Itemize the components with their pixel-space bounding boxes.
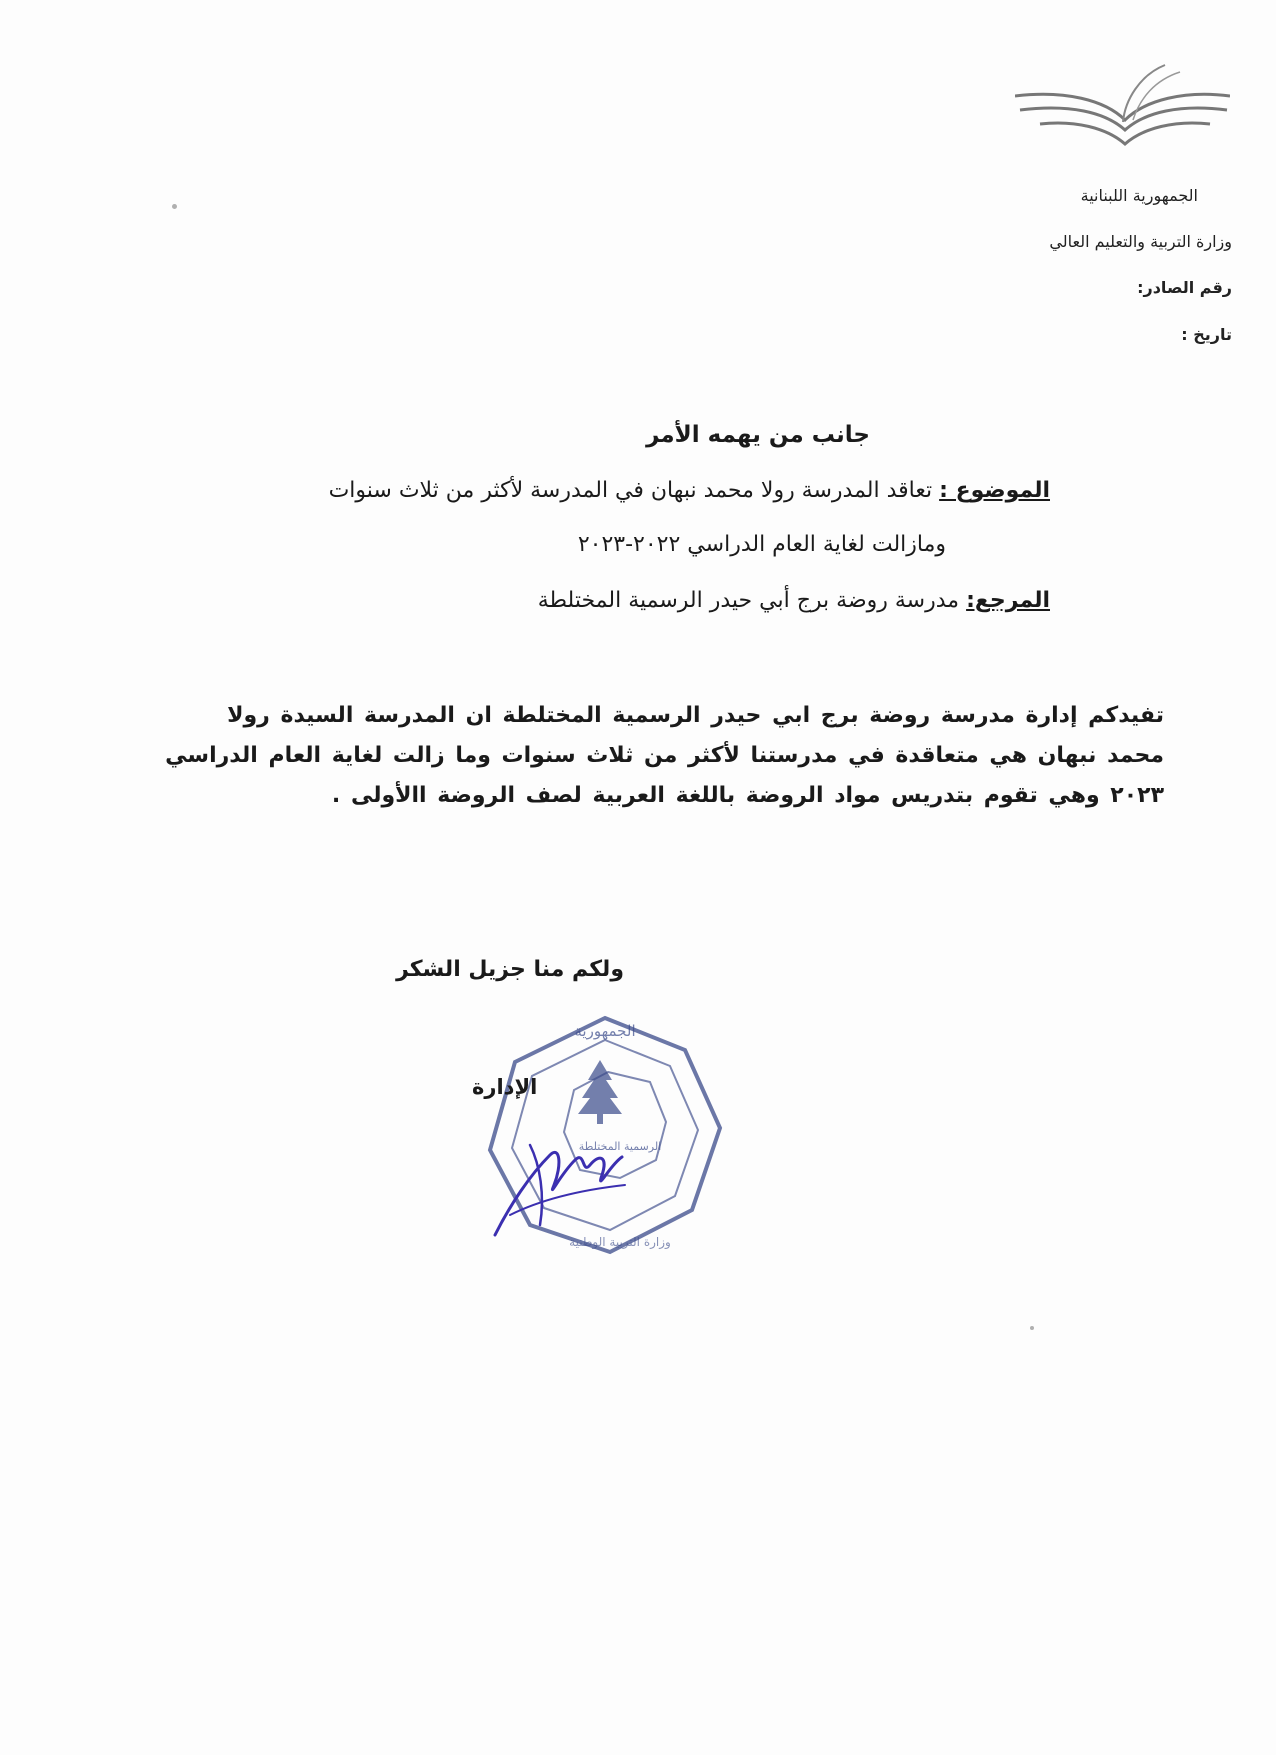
- body-line-3: ٢٠٢٣ وهي تقوم بتدريس مواد الروضة باللغة العربية لصف الروضة االأولى .: [331, 783, 1164, 808]
- svg-text:الرسمية المختلطة: الرسمية المختلطة: [578, 1140, 662, 1153]
- body-paragraph: [164, 696, 1164, 816]
- body-line-1: تفيدكم إدارة مدرسة روضة برج ابي حيدر الرسمية المختلطة ان المدرسة السيدة رولا: [227, 703, 1164, 728]
- subject-text: تعاقد المدرسة رولا محمد نبهان في المدرسة لأكثر من ثلاث سنوات: [328, 478, 940, 503]
- reference-line: [538, 588, 1050, 613]
- republic-heading: الجمهورية اللبنانية: [1080, 186, 1198, 205]
- date-label: تاريخ :: [1181, 325, 1232, 344]
- subject-label: الموضوع :: [939, 478, 1050, 503]
- subject-line-2: ومازالت لغاية العام الدراسي ٢٠٢٢-٢٠٢٣: [577, 532, 946, 557]
- body-line-2: محمد نبهان هي متعاقدة في مدرستنا لأكثر من ثلاث سنوات وما زالت لغاية العام الدراسي: [165, 743, 1164, 768]
- subject-line: [329, 478, 1050, 503]
- ministry-heading: وزارة التربية والتعليم العالي: [1049, 232, 1232, 251]
- scan-speck: [1030, 1326, 1034, 1330]
- addressee-title: جانب من يهمه الأمر: [646, 422, 870, 448]
- svg-text:الجمهورية: الجمهورية: [574, 1022, 636, 1040]
- handwritten-signature: [490, 1105, 630, 1245]
- reference-label: المرجع:: [966, 588, 1050, 613]
- ministry-logo: [1015, 60, 1230, 155]
- reference-text: مدرسة روضة برج أبي حيدر الرسمية المختلطة: [537, 588, 967, 613]
- scan-speck: [172, 204, 177, 209]
- closing-text: ولكم منا جزيل الشكر: [396, 957, 624, 982]
- svg-text:وزارة التربية الوطنية: وزارة التربية الوطنية: [569, 1235, 671, 1249]
- outgoing-number-label: رقم الصادر:: [1137, 278, 1232, 297]
- signatory-label: الإدارة: [472, 1075, 538, 1099]
